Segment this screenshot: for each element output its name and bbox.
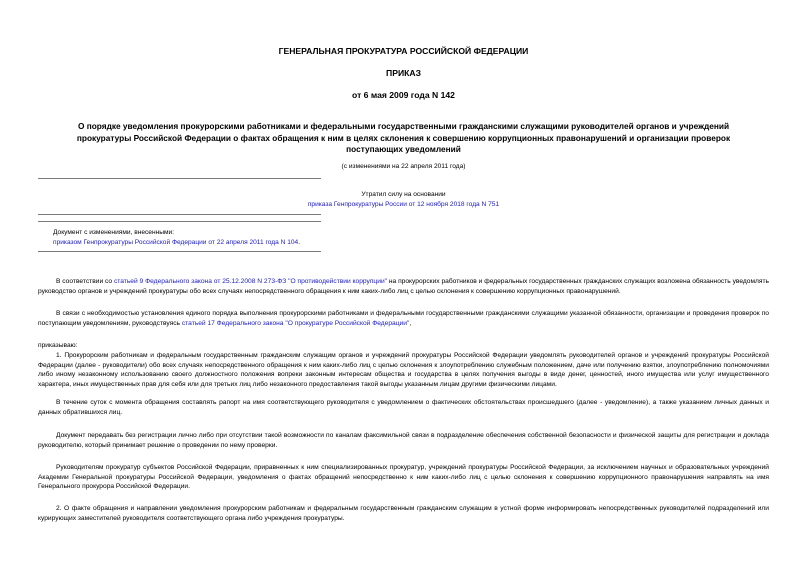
law-link[interactable]: статьей 9 Федерального закона от 25.12.2008 N 273-ФЗ "О противодействии коррупции" (113, 278, 388, 285)
paragraph-text: на прокурорских работников и федеральных государственных гражданских служащих возложена обязанность уведомлять руководство органов и учреждений прокуратуры обо всех случаях непосредственного обращения к ним каких-либо лиц с целью склонения к совершению коррупционных правонарушений. (38, 278, 770, 295)
paragraph-text: В соответствии со (56, 278, 114, 285)
separator-line (38, 221, 321, 222)
separator-line (38, 214, 321, 215)
paragraph: 2. О факте обращения и направлении уведомления прокурорским работникам и федеральным государственным гражданским служащим в устной форме информировать непосредственных руководителей подразделений или курирующих заместителей руководителя соответствующего органа либо учреждения прокуратуры. (38, 505, 769, 522)
title-line: прокуратуры Российской Федерации о фактах обращения к ним в целях склонения к совершению коррупционных правонарушений и организации проверок (76, 132, 731, 143)
paragraph (38, 277, 769, 296)
paragraph-order: приказываю: (38, 342, 78, 349)
title-line: поступающих уведомлений (346, 144, 461, 154)
paragraph: В течение суток с момента обращения составлять рапорт на имя соответствующего руководителя с уведомлением о фактических обстоятельствах происшедшего (далее - уведомление), а также указанием личных данных и данных обратившихся лиц. (38, 399, 769, 416)
paragraph: Документ передавать без регистрации лично либо при отсутствии такой возможности по каналам факсимильной связи в подразделение обеспечения собственной безопасности и физической защиты для регистрации и доклада руководителю, который принимает решение о проведении по нему проверки. (38, 432, 769, 449)
law-link[interactable]: статьей 17 Федерального закона "О прокуратуре Российской Федерации" (181, 319, 410, 327)
amendment-period: . (298, 239, 301, 246)
document-title (50, 121, 757, 156)
paragraph: 1. Прокурорским работникам и федеральным государственным гражданским служащим органов и учреждений прокуратуры Российской Федерации уведомлять руководителей органов и учреждений прокуратуры Российской Федерации (далее - руководители) обо всех случаях непосредственного обращения к ним каких-либо лиц с целью склонения к злоупотреблению служебным положением, даче или получению взятки, злоупотреблению полномочиями либо иному незаконному использованию своего должностного положения вопреки законным интересам общества и государства в целях получения выгоды в виде денег, ценностей, иного имущества или услуг имущественного характера, иных имущественных прав для себя или для третьих лиц либо незаконного предоставления такой выгоды указанным лицам другими физическими лицами. (38, 352, 769, 388)
organization-name: ГЕНЕРАЛЬНАЯ ПРОКУРАТУРА РОССИЙСКОЙ ФЕДЕРАЦИИ (278, 46, 529, 56)
amendments-entry (53, 238, 300, 247)
document-date-number: от 6 мая 2009 года N 142 (352, 90, 455, 100)
paragraph-text: В связи с необходимостью установления единого порядка выполнения прокурорскими работниками и федеральными государственными гражданскими служащими указанной обязанности, организации и проведения проверок по поступающим уведомлениям, руководствуясь (38, 310, 769, 327)
title-line: О порядке уведомления прокурорскими работниками и федеральными государственными гражданскими служащими руководителей органов и учреждений (77, 121, 730, 131)
lost-force-note: Утратил силу на основании (361, 191, 446, 198)
separator-line (38, 251, 321, 252)
edition-note: (с изменениями на 22 апреля 2011 года) (341, 163, 466, 170)
lost-force-link[interactable]: приказа Генпрокуратуры России от 12 ноября 2018 года N 751 (307, 201, 500, 208)
paragraph: Руководителям прокуратур субъектов Российской Федерации, приравненных к ним специализированных прокуратур, учреждений прокуратуры Российской Федерации, за исключением научных и образовательных учреждений Академии Генеральной прокуратуры Российской Федерации, уведомления о фактах обращений непосредственно к ним каких-либо лиц с целью склонения к совершению коррупционного правонарушения направлять на имя Генерального прокурора Российской Федерации. (38, 464, 769, 491)
separator-line (38, 178, 321, 179)
amendment-link[interactable]: приказом Генпрокуратуры Российской Федерации от 22 апреля 2011 года N 104 (53, 239, 299, 246)
amendments-label: Документ с изменениями, внесенными: (53, 229, 175, 236)
document-type: ПРИКАЗ (386, 68, 421, 78)
paragraph-text: , (409, 319, 412, 327)
paragraph (38, 309, 769, 328)
